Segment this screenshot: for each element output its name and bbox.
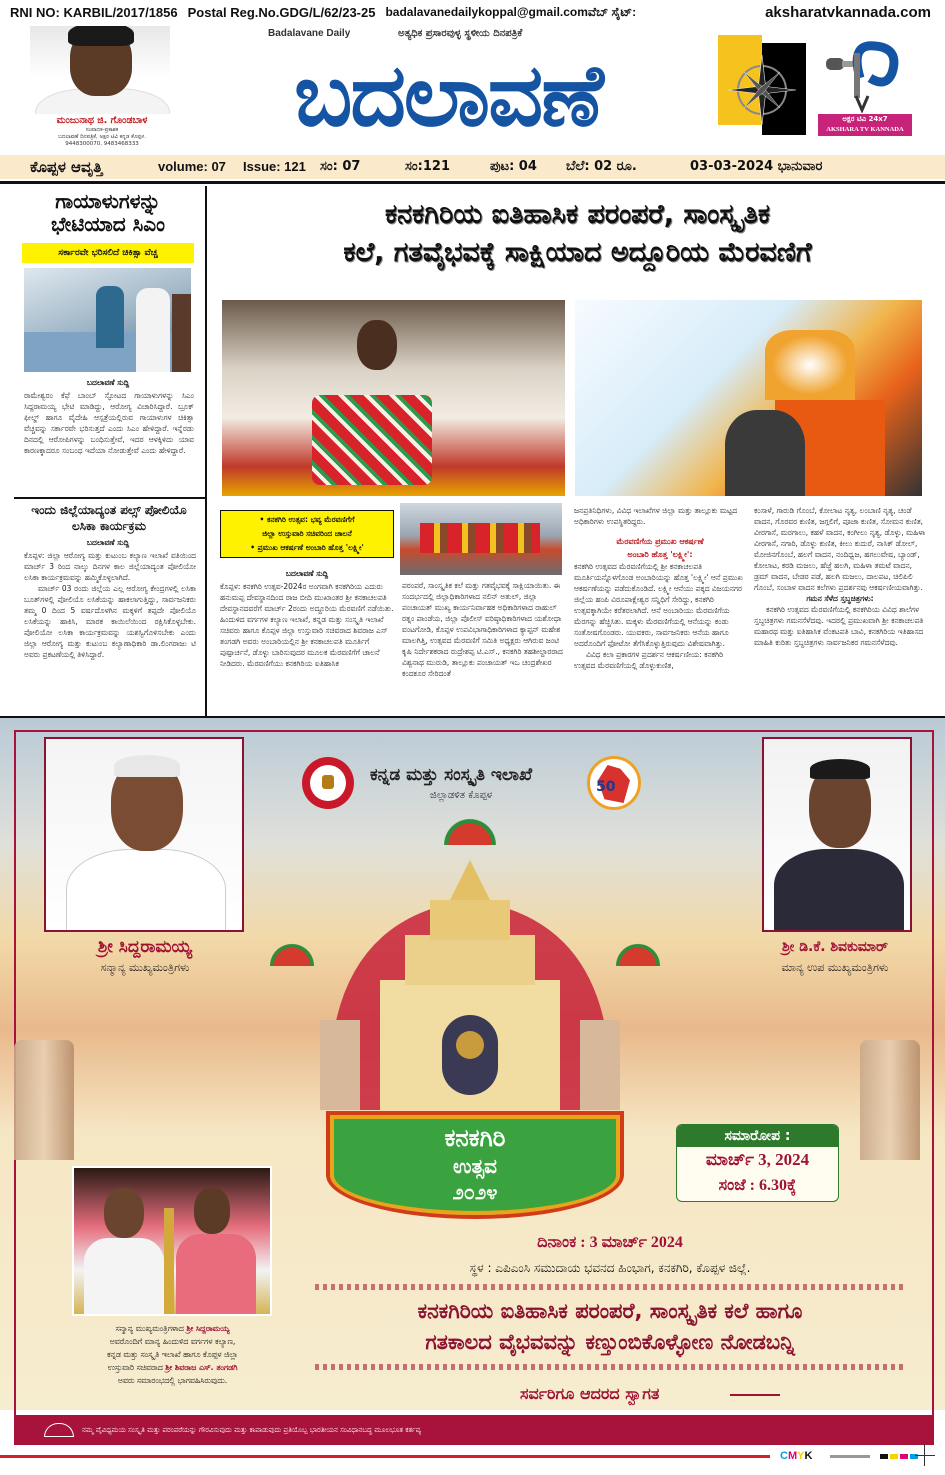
main-story-byline: ಬದಲಾವಣೆ ಸುದ್ದಿ: [285, 569, 329, 578]
magenta-swatch: [900, 1454, 908, 1459]
editor-photo: [30, 26, 170, 114]
ad-footer: [14, 1415, 934, 1445]
main-story-column-2: ಪರಂಪರೆ, ಸಾಂಸ್ಕೃತಿಕ ಕಲೆ ಮತ್ತು ಗತವೈಭವಕ್ಕೆ ಸಾಕ್ಷಿಯಾಯಿತು. ಈ ಸಂದರ್ಭದಲ್ಲಿ ಜಿಲ್ಲಾಧಿಕಾರಿಗಳಾದ ನಲಿನ್ ಅತುಲ್, ಜಿಲ್ಲಾ ಪಂಚಾಯತ್ ಮುಖ್ಯ ಕಾರ್ಯನಿರ್ವಾಹಕ ಅಧಿಕಾರಿಗಳಾದ ರಾಹುಲ್ ರತ್ನಂ ಪಾಂಡೆಯ, ಜಿಲ್ಲಾ ಪೊಲೀಸ್ ವರಿಷ್ಠಾಧಿಕಾರಿಗಳಾದ ಯಶೋಧಾ ವಂಟಗೋಡಿ, ಕೊಪ್ಪಳ ಉಪವಿಭಾಗಾಧಿಕಾರಿಗಳಾದ ಕ್ಯಾಪ್ಟನ್ ಮಹೇಶ ಮಾಲಗಿತ್ತಿ, ಉತ್ಸವದ ಮೆರವಣಿಗೆ ಸಮಿತಿ ಅಧ್ಯಕ್ಷರು ಆಗಿರುವ ಜಂಟಿ ಕೃಷಿ ನಿರ್ದೇಶಕರಾದ ರುದ್ರೇಶಪ್ಪ ಟಿ.ಎಸ್., ಕನಕಗಿರಿ ತಹಶೀಲ್ದಾರರಾದ ವಿಶ್ವನಾಥ ಮುರುಡಿ, ತಾಲ್ಲೂಕು ಪಂಚಾಯತ್ ಇಒ ಚಂದ್ರಶೇಖರ ಕಂದಕೂರ ಸೇರಿದಂತೆ: [402, 581, 563, 678]
closing-time: ಸಂಜೆ : 6.30ಕ್ಕೆ: [718, 1177, 797, 1194]
cmyk-mark: CMYK: [780, 1450, 813, 1462]
cm-story-body: ರಾಮೇಶ್ವರಂ ಕೆಫೆ ಬಾಂಬ್ ಸ್ಫೋಟದ ಗಾಯಾಳುಗಳನ್ನು ಸಿಎಂ ಸಿದ್ದರಾಮಯ್ಯ ಭೇಟಿ ಮಾಡಿದ್ದು, ಆರೋಗ್ಯ ವಿಚಾರಿಸಿದ್ದಾರೆ. ಬ್ರೂಕ್ ಫೀಲ್ಡ್ ಹಾಗೂ ವೈದೇಹಿ ಆಸ್ಪತ್ರೆಯಲ್ಲಿರುವ ಗಾಯಾಳುಗಳ ಚಿಕಿತ್ಸಾ ವೆಚ್ಚವನ್ನು ಸರ್ಕಾರವೇ ಭರಿಸುತ್ತದೆ ಎಂದು ಸಿಎಂ ಹೇಳಿದ್ದಾರೆ. ಇನ್ನೆರಡು ದಿನದಲ್ಲಿ ಆರೋಪಿಗಳನ್ನು ಬಂಧಿಸುತ್ತೇವೆ, ಇದರ ಆಳಕ್ಕಿಳಿದು ಯಾವ ಕಾರಣಕ್ಕಾದರೂ ಸಂಬಂಧ ಇದೆಯಾ ನೋಡುತ್ತೇವೆ ಎಂದು ಹೇಳಿದ್ದಾರೆ.: [24, 391, 194, 455]
deputy-cm-name: ಶ್ರೀ ಡಿ.ಕೆ. ಶಿವಕುಮಾರ್: [782, 939, 888, 955]
compass-logo-icon: [718, 35, 806, 135]
editor-role: ಸಂಪಾದಕ-ಪ್ರಕಾಶಕ: [85, 127, 119, 133]
main-story-column-4: ಕಂಸಾಳೆ, ಗಾರುಡಿ ಗೊಂಬೆ, ಕೋಲಾಟ ನೃತ್ಯ, ಲಂಬಾಣಿ ನೃತ್ಯ, ಚಂಡೆ ವಾದನ, ಗೊರವರ ಕುಣಿತ, ಜಗ್ಗಲಿಗೆ, ಪೂಜಾ ಕುಣಿತ, ಸೋಮನ ಕುಣಿತ, ವೀರಗಾಸೆ, ಮರಗಾಲು, ಕಹಳೆ ವಾದನ, ಕಂಗೀಲು ನೃತ್ಯ, ಡೊಳ್ಳು, ಮಹಿಳಾ ವೀರಗಾಸೆ, ನಗಾರಿ, ಡೊಳ್ಳು ಕುಣಿತ, ಕೀಲು ಕುದುರೆ, ನಾಸಿಕ್ ಡೋಲ್, ಮೋಜಿನಗೊಂಬೆ, ಹಲಗೆ ವಾದನ, ನಂದಿಧ್ವಜ, ಹಗಲುವೇಷ, ಬ್ಯಾಂಡ್, ಕೋಲಾಟ, ಕರಡಿ ಮಜಲು, ಹೆಜ್ಜೆ ಹಲಗಿ, ಮಹಿಳಾ ತಮಟೆ ವಾದನ, ಡ್ರಮ್ ವಾದನ, ಬೇಡರ ಪಡೆ, ಹಲಗಿ ಮಜಲು, ದಾಲಪಟ, ಚಿಲಿಪಿಲಿ ಗೊಂಬೆ, ಸಂಬಾಳ ವಾದನ ಕಲೆಗಳು ಪ್ರದರ್ಶನವು ಆಕರ್ಷಣೀಯವಾಗಿತ್ತು. ಗಮನ ಸೆಳೆದ ಸ್ತಬ್ಧಚಿತ್ರಗಳು: ಕನಕಗಿರಿ ಉತ್ಸವದ ಮೆರವಣಿಗೆಯಲ್ಲಿ ಕನಕಗಿರಿಯ ವಿವಿಧ ಶಾಲೆಗಳ ಸ್ತಬ್ಧಚಿತ್ರಗಳು ಗಮನಸೆಳೆದವು. ಇದರಲ್ಲಿ ಪ್ರಮುಖವಾಗಿ ಶ್ರೀ ಕನಕಾಚಲಪತಿ ಮಹಾರಥ ಮತ್ತು ಐತಿಹಾಸಿಕ ವೆಂಕಟಪತಿ ಬಾವಿ, ಕನಕಗಿರಿಯ ಇತಿಹಾಸದ ಮಾಹಿತಿ ಕುರಿತು ಸ್ತಬ್ಧಚಿತ್ರಗಳು ಸಾರ್ವಜನಿಕರ ಗಮನಸೆಳೆದವು.: [754, 506, 926, 647]
story-divider: [14, 497, 205, 499]
polio-story-body: [24, 550, 196, 714]
polio-story-headline: ಇಂದು ಜಿಲ್ಲೆಯಾದ್ಯಂತ ಪಲ್ಸ್ ಪೋಲಿಯೊ ಲಸಿಕಾ ಕಾರ್ಯಕ್ರಮ: [31, 503, 187, 533]
crop-mark: [915, 1455, 935, 1456]
edition-bar: [0, 155, 945, 179]
grey-swatch-bar: [830, 1455, 870, 1458]
newspaper-logo: ಬದಲಾವಣೆ: [294, 46, 602, 146]
deputy-cm-title: ಮಾನ್ಯ ಉಪ ಮುಖ್ಯಮಂತ್ರಿಗಳು: [781, 961, 889, 974]
masthead-rule: [0, 181, 945, 184]
deputy-cm-portrait: [762, 737, 912, 932]
right-pillar-sculpture: [860, 1040, 920, 1160]
ad-slogan: ಕನಕಗಿರಿಯ ಐತಿಹಾಸಿಕ ಪರಂಪರೆ, ಸಾಂಸ್ಕೃತಿಕ ಕಲೆ ಹಾಗೂ ಗತಕಾಲದ ವೈಭವವನ್ನು ಕಣ್ತುಂಬಿಕೊಳ್ಳೋಣ ನೋಡಬನ್ನಿ: [417, 1299, 803, 1354]
issue-date: 03-03-2024 ಭಾನುವಾರ: [690, 159, 823, 174]
volume: volume: 07: [158, 159, 226, 174]
main-story-column-3: ಜನಪ್ರತಿನಿಧಿಗಳು, ವಿವಿಧ ಇಲಾಖೆಗಳ ಜಿಲ್ಲಾ ಮತ್ತು ತಾಲ್ಲೂಕು ಮಟ್ಟದ ಅಧಿಕಾರಿಗಳು ಉಪಸ್ಥಿತರಿದ್ದರು. ಮೆರವಣಿಗೆಯ ಪ್ರಮುಖ ಆಕರ್ಷಣೆ ಅಂಬಾರಿ ಹೊತ್ತ 'ಲಕ್ಷ್ಮೀ': ಕನಕಗಿರಿ ಉತ್ಸವದ ಮೆರವಣಿಗೆಯಲ್ಲಿ ಶ್ರೀ ಕನಕಾಚಲಪತಿ ಮೂರ್ತಿಯನ್ನೊಳಗೊಂಡ ಅಂಬಾರಿಯನ್ನು ಹೊತ್ತ 'ಲಕ್ಷ್ಮೀ' ಆನೆ ಪ್ರಮುಖ ಆಕರ್ಷಣೆಯನ್ನು ಪಡೆದುಕೊಂಡಿದೆ. ಲಕ್ಷ್ಮೀ ಆನೆಯು ಪಕ್ಕದ ವಿಜಯನಗರ ಜಿಲ್ಲೆಯ ಹಂಪಿ ವಿರೂಪಾಕ್ಷೇಶ್ವರ ಸನ್ನಿಧಿಗೆ ಸೇರಿದ್ದು, ಕನಕಗಿರಿ ಉತ್ಸವಕ್ಕಾಗಿಯೇ ಕರೆತರಲಾಗಿದೆ. ಆನೆ ಅಂಬಾರಿಯು ಮೆರವಣಿಗೆಯ ಮೆರಗನ್ನು ಹೆಚ್ಚಿಸಿತು. ಮಕ್ಕಳು ಮೆರವಣಿಗೆಯಲ್ಲಿ ಆನೆಯನ್ನು ಕಂಡು ಸಂತೋಷಗೊಂಡರು. ಯುವಕರು, ಸಾರ್ವಜನಿಕರು ಆನೆಯ ಹಾಗೂ ಅದರೊಂದಿಗೆ ಫೋಟೋ ತೆಗೆಸಿಕೊಳ್ಳುತ್ತಿರುವುದು ವಿಶೇಷವಾಗಿತ್ತು. ವಿವಿಧ ಕಲಾ ಪ್ರಕಾರಗಳ ಪ್ರದರ್ಶನ ಆಕರ್ಷಣೀಯ: ಕನಕಗಿರಿ ಉತ್ಸವದ ಮೆರವಣಿಗೆಯಲ್ಲಿ ಡೊಳ್ಳುಕುಣಿತ,: [574, 505, 746, 714]
umbrella-left-icon: [267, 940, 317, 966]
issue: Issue: 121: [243, 159, 306, 174]
website-link[interactable]: aksharatvkannada.com: [765, 3, 931, 21]
price: ಬೆಲೆ: 02 ರೂ.: [566, 159, 637, 174]
procession-drum-photo: [222, 300, 565, 496]
umbrella-right-icon: [613, 940, 663, 966]
lamp-lighting-photo: [72, 1166, 272, 1316]
district-admin: ಜಿಲ್ಲಾಡಳಿತ ಕೊಪ್ಪಳ: [430, 790, 493, 801]
event-venue: ಸ್ಥಳ : ಎಪಿಎಂಸಿ ಸಮುದಾಯ ಭವನದ ಹಿಂಭಾಗ, ಕನಕಗಿರಿ, ಕೊಪ್ಪಳ ಜಿಲ್ಲೆ.: [469, 1261, 751, 1275]
event-date: ದಿನಾಂಕ : 3 ಮಾರ್ಚ್ 2024: [537, 1234, 683, 1251]
karnataka-emblem-icon: [302, 757, 354, 809]
email-address[interactable]: badalavanedailykoppal@gmail.comವೆಬ್ ಸೈಟ್:: [385, 4, 637, 19]
main-headline: ಕನಕಗಿರಿಯ ಐತಿಹಾಸಿಕ ಪರಂಪರೆ, ಸಾಂಸ್ಕೃತಿಕ ಕಲೆ, ಗತವೈಭವಕ್ಕೆ ಸಾಕ್ಷಿಯಾದ ಅದ್ದೂರಿಯ ಮೆರವಣಿಗೆ: [343, 199, 812, 268]
decorative-dotline: [315, 1364, 905, 1370]
ambari-subheading: ಮೆರವಣಿಗೆಯ ಪ್ರಮುಖ ಆಕರ್ಷಣೆ ಅಂಬಾರಿ ಹೊತ್ತ 'ಲಕ್ಷ್ಮೀ':: [616, 537, 704, 559]
top-info-line: [0, 0, 945, 24]
polio-story-body-1: ಕೊಪ್ಪಳ: ಜಿಲ್ಲಾ ಆರೋಗ್ಯ ಮತ್ತು ಕುಟುಂಬ ಕಲ್ಯಾಣ ಇಲಾಖೆ ವತಿಯಿಂದ ಮಾರ್ಚ್ 3 ರಿಂದ ನಾಲ್ಕು ದಿನಗಳ ಕಾಲ ಜಿಲ್ಲೆಯಾದ್ಯಂತ ಪೋಲಿಯೋ ಲಸಿಕಾ ಕಾರ್ಯಕ್ರಮವನ್ನು ಹಮ್ಮಿಕೊಳ್ಳಲಾಗಿದೆ.: [24, 551, 196, 582]
lamp-lighting-caption: ಸನ್ಮಾನ್ಯ ಮುಖ್ಯಮಂತ್ರಿಗಳಾದ ಶ್ರೀ ಸಿದ್ದರಾಮಯ್ಯ ಅವರೊಂದಿಗೆ ಮಾನ್ಯ ಹಿಂದುಳಿದ ವರ್ಗಗಳ ಕಲ್ಯಾಣ, ಕನ್ನಡ ಮತ್ತು ಸಂಸ್ಕೃತಿ ಇಲಾಖೆ ಹಾಗೂ ಕೊಪ್ಪಳ ಜಿಲ್ಲಾ ಉಸ್ತುವಾರಿ ಸಚಿವರಾದ ಶ್ರೀ ಶಿವರಾಜ ಎಸ್. ತಂಗಡಗಿ ಅವರು ಸಮಾರಂಭದಲ್ಲಿ ಭಾಗವಹಿಸಿರುವುದು.: [107, 1324, 238, 1385]
akshara-tv-label: ಅಕ್ಷರ ಟಿವಿ 24x7 AKSHARA TV KANNADA: [818, 114, 912, 136]
dancers-procession-photo: [400, 503, 562, 575]
main-story-column-1: ಕೊಪ್ಪಳ: ಕನಕಗಿರಿ ಉತ್ಸವ-2024ರ ಅಂಗವಾಗಿ ಕನಕಗಿರಿಯ ಎದುರು ಹನುಮಪ್ಪ ದೇವಸ್ಥಾನದಿಂದ ರಾಜ ಬೀದಿ ಮುಖಾಂತರ ಶ್ರೀ ಕನಕಾಚಲಪತಿ ದೇವಸ್ಥಾನದವರೆಗೆ ಮಾರ್ಚ್ 2ರಂದು ಅದ್ದೂರಿಯ ಮೆರವಣಿಗೆ ನಡೆಯಿತು. ಹಿಂದುಳಿದ ವರ್ಗಗಳ ಕಲ್ಯಾಣ ಇಲಾಖೆ, ಕನ್ನಡ ಮತ್ತು ಸಂಸ್ಕೃತಿ ಇಲಾಖೆ ಸಚಿವರು ಹಾಗೂ ಕೊಪ್ಪಳ ಜಿಲ್ಲಾ ಉಸ್ತುವಾರಿ ಸಚಿವರಾದ ಶಿವರಾಜ ಎಸ್ ತಂಗಡಗಿ ಅವರು ಅಂಬಾರಿಯಲ್ಲಿನ ಶ್ರೀ ಕನಕಾಚಲಪತಿ ಮೂರ್ತಿಗೆ ಪುಷ್ಪಾರ್ಚನೆ, ಡೊಳ್ಳು ಬಾರಿಸುವುದರ ಮೂಲಕ ಮೆರವಣಿಗೆಗೆ ಚಾಲನೆ ನೀಡಿದರು. ಮೆರವಣಿಗೆಯು ಕನಕಗಿರಿಯ ಐತಿಹಾಸಿಕ: [220, 582, 394, 668]
closing-date: ಮಾರ್ಚ್ 3, 2024: [705, 1150, 810, 1169]
black-swatch: [880, 1454, 888, 1459]
cm-title: ಸನ್ಮಾನ್ಯ ಮುಖ್ಯಮಂತ್ರಿಗಳು: [100, 961, 190, 974]
tagline-english: Badalavane Daily: [268, 28, 351, 39]
welcome-flourish: [730, 1394, 780, 1396]
left-pillar-sculpture: [14, 1040, 74, 1160]
decorative-dotline: [315, 1284, 905, 1290]
cm-name: ಶ್ರೀ ಸಿದ್ದರಾಮಯ್ಯ: [97, 937, 193, 957]
welcome-text: ಸರ್ವರಿಗೂ ಆದರದ ಸ್ವಾಗತ: [520, 1384, 660, 1403]
cm-portrait: [44, 737, 244, 932]
editor-name: ಮಂಜುನಾಥ ಜಿ. ಗೊಂಡಬಾಳ: [56, 115, 148, 126]
print-registration-bar: [0, 1455, 770, 1458]
closing-title: ಸಮಾರೋಪ :: [677, 1125, 838, 1147]
temple-illustration: [320, 840, 620, 1110]
vidhana-soudha-icon: [44, 1423, 74, 1437]
page-number: ಪುಟ: 04: [490, 159, 537, 174]
highlights-box: • ಕನಕಗಿರಿ ಉತ್ಸವ: ಭವ್ಯ ಮೆರವಣಿಗೆಗೆ ಜಿಲ್ಲಾ ಉಸ್ತುವಾರಿ ಸಚಿವರಿಂದ ಚಾಲನೆ • ಪ್ರಮುಖ ಆಕರ್ಷಣೆ ಅಂಬಾರಿ ಹೊತ್ತ 'ಲಕ್ಷ್ಮೀ': [220, 510, 394, 558]
closing-ceremony-box: [676, 1124, 839, 1202]
polio-story-byline: ಬದಲಾವಣೆ ಸುದ್ದಿ: [86, 538, 130, 547]
tagline-kannada: ಅತ್ಯಧಿಕ ಪ್ರಸಾರವುಳ್ಳ ಸ್ಥಳೀಯ ದಿನಪತ್ರಿಕೆ: [398, 28, 523, 39]
polio-story-body-2: ಮಾರ್ಚ್ 03 ರಂದು ಜಿಲ್ಲೆಯ ಎಲ್ಲ ಆರೋಗ್ಯ ಕೇಂದ್ರಗಳಲ್ಲಿ ಲಸಿಕಾ ಬೂತ್‌ಗಳಲ್ಲಿ ಪೋಲಿಯೊ ಲಸಿಕೆಯನ್ನು ಹಾಕಲಾಗುತ್ತಿದ್ದು, ಸಾರ್ವಜನಿಕರು ತಮ್ಮ 0 ದಿಂದ 5 ವರ್ಷದೊಳಗಿನ ಮಕ್ಕಳಿಗೆ ತಪ್ಪದೇ ಪೋಲಿಯೊ ಲಸಿಕೆಯನ್ನು ಹಾಕಿಸಿ, ಮಾರಕ ಕಾಯಿಲೆಯಿಂದ ರಕ್ಷಿಸಿಕೊಳ್ಳಬೇಕು. ಪೋಲಿಯೋ ಲಸಿಕಾ ಕಾರ್ಯಕ್ರಮವನ್ನು ಯಶಸ್ವಿಗೊಳಿಸಬೇಕು ಎಂದು ಜಿಲ್ಲಾ ಆರೋಗ್ಯ ಮತ್ತು ಕುಟುಂಬ ಕಲ್ಯಾಣಾಧಿಕಾರಿ ಡಾ.ಲಿಂಗರಾಜು ಟಿ ಅವರು ಪ್ರಕಟಣೆಯಲ್ಲಿ ತಿಳಿಸಿದ್ದಾರೆ.: [24, 584, 196, 659]
editor-phone: 9448300070, 9483468333: [65, 141, 139, 147]
sam-volume: ಸಂ: 07: [320, 159, 361, 174]
cm-story-headline: ಗಾಯಾಳುಗಳನ್ನು ಭೇಟಿಯಾದ ಸಿಎಂ: [51, 189, 165, 236]
rni-number: RNI NO: KARBIL/2017/1856: [10, 4, 178, 20]
edition-name: ಕೊಪ್ಪಳ ಆವೃತ್ತಿ: [30, 158, 103, 176]
karnataka-50-logo-icon: 50: [587, 756, 641, 810]
sam-issue: ಸಂ:121: [405, 159, 450, 174]
editor-org: ಬದಲಾವಣೆ ದಿನಪತ್ರಿಕೆ, ಅಕ್ಷರ ಟಿವಿ ಕನ್ನಡ ಕೊಪ್ಪಳ.: [57, 134, 147, 140]
elephant-ambari-photo: [575, 300, 922, 496]
kanakagiri-utsava-banner: ಕನಕಗಿರಿ ಉತ್ಸವ ೨೦೨೪: [330, 1115, 620, 1215]
akshara-tv-logo-icon: [820, 38, 910, 113]
department-name: ಕನ್ನಡ ಮತ್ತು ಸಂಸ್ಕೃತಿ ಇಲಾಖೆ: [370, 765, 533, 785]
postal-reg: Postal Reg.No.GDG/L/62/23-25: [187, 4, 376, 20]
cm-story-subhead: ಸರ್ಕಾರವೇ ಭರಿಸಲಿದೆ ಚಿಕಿತ್ಸಾ ವೆಚ್ಚ: [22, 243, 194, 263]
column-divider: [205, 186, 207, 716]
tableaux-subheading: ಗಮನ ಸೆಳೆದ ಸ್ತಬ್ಧಚಿತ್ರಗಳು:: [806, 594, 874, 603]
cm-hospital-photo: [24, 268, 191, 372]
editor-details: [22, 127, 182, 148]
cm-story-byline: ಬದಲಾವಣೆ ಸುದ್ದಿ: [86, 378, 130, 387]
umbrella-top-icon: [440, 815, 500, 845]
ad-footer-text: ನಮ್ಮ ವೈವಿಧ್ಯಮಯ ಸಂಸ್ಕೃತಿ ಮತ್ತು ಪರಂಪರೆಯನ್ನು ಗೌರವಿಸುವುದು ಮತ್ತು ಕಾಪಾಡುವುದು ಪ್ರತಿಯೊಬ್ಬ ಭಾರತೀಯನ ಸಂವಿಧಾನಬದ್ಧ ಮೂಲಭೂತ ಕರ್ತವ್ಯ: [82, 1426, 422, 1434]
yellow-swatch: [890, 1454, 898, 1459]
